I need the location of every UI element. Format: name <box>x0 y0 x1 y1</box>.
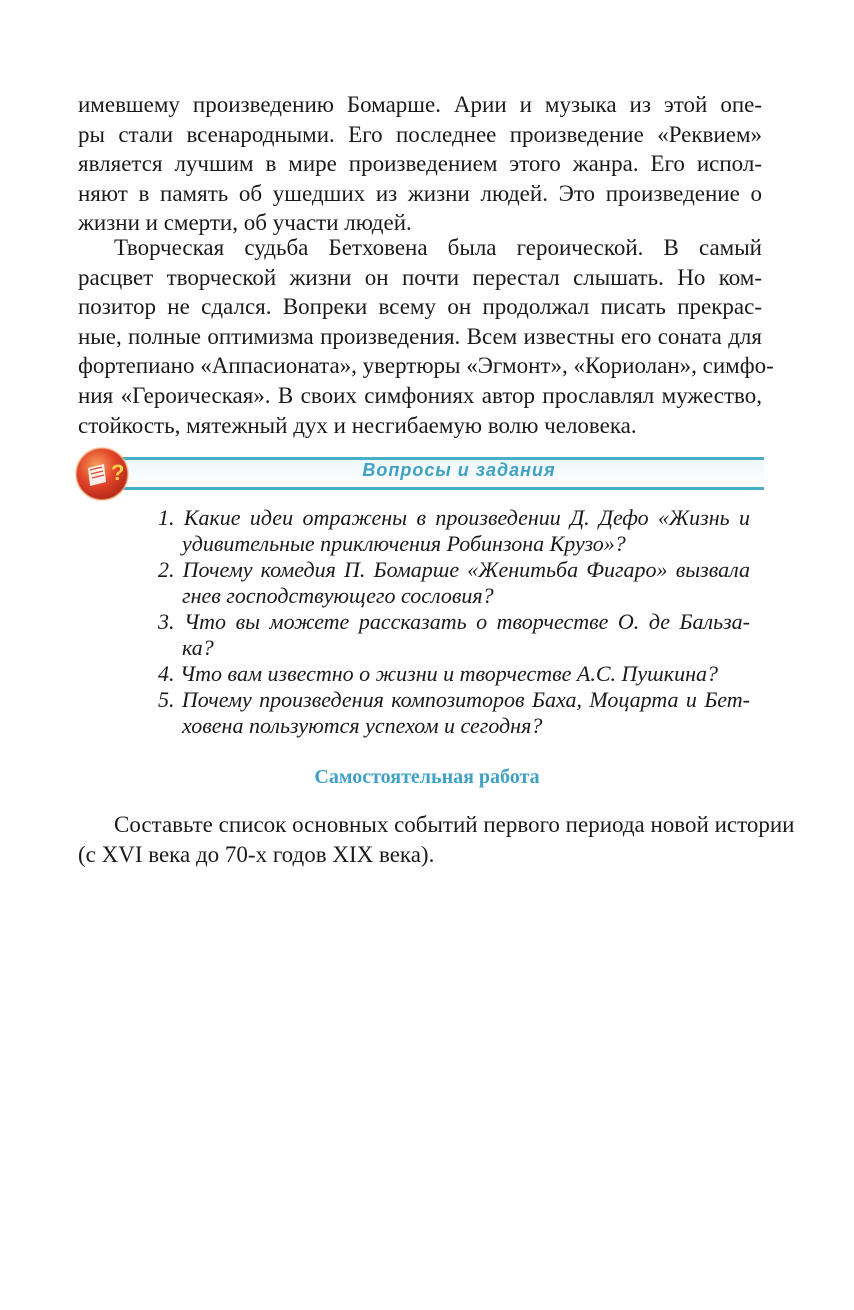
questions-header <box>74 446 764 506</box>
independent-work-text <box>78 810 795 869</box>
question-line: гнев господствующего сословия? <box>182 583 494 608</box>
header-rule-bottom <box>114 487 764 490</box>
text-line: стойкость, мятежный дух и несгибаемую волю человека. <box>78 412 637 438</box>
text-line: расцвет творческой жизни он почти перестал слышать. Но ком- <box>78 264 762 290</box>
question-item <box>158 661 750 687</box>
text-line: позитор не сдался. Вопреки всему он продолжал писать прекрас- <box>78 294 762 320</box>
text-line: является лучшим в мире произведением этого жанра. Его испол- <box>78 151 762 177</box>
text-line: имевшему произведению Бомарше. Арии и музыка из этой опе- <box>78 92 762 117</box>
text-line: ния «Героическая». В своих симфониях автор прославлял мужество, <box>78 382 762 408</box>
text-line: (с XVI века до 70-х годов XIX века). <box>78 841 435 867</box>
text-line: жизни и смерти, об участи людей. <box>78 210 412 236</box>
questions-header-title: Вопросы и задания <box>362 460 556 480</box>
independent-work-title: Самостоятельная работа <box>314 766 540 788</box>
question-line: удивительные приключения Робинзона Крузо»? <box>182 531 626 556</box>
text-line: ные, полные оптимизма произведения. Всем известны его соната для <box>78 323 762 349</box>
text-line: ры стали всенародными. Его последнее произведение «Реквием» <box>78 121 762 147</box>
question-line: ховена пользуются успехом и сегодня? <box>182 713 543 738</box>
question-item <box>158 505 750 557</box>
paragraph-beethoven <box>78 233 774 440</box>
text-line: Творческая судьба Бетховена была героической. В самый <box>114 235 762 260</box>
question-item <box>158 687 750 739</box>
text-line: няют в память об ушедших из жизни людей. Это произведение о <box>78 180 762 206</box>
question-line: 4. Что вам известно о жизни и творчестве А.С. Пушкина? <box>158 661 718 686</box>
questions-list <box>158 505 750 739</box>
question-line: 5. Почему произведения композиторов Баха, Моцарта и Бет- <box>158 687 750 712</box>
svg-text:?: ? <box>111 460 125 485</box>
question-item <box>158 609 750 661</box>
text-line: фортепиано «Аппасионата», увертюры «Эгмонт», «Кориолан», симфо- <box>78 353 774 379</box>
question-line: 2. Почему комедия П. Бомарше «Женитьба Фигаро» вызвала <box>158 557 750 582</box>
question-item <box>158 557 750 609</box>
question-line: 3. Что вы можете рассказать о творчестве О. де Бальза- <box>158 609 750 634</box>
question-line: 1. Какие идеи отражены в произведении Д. Дефо «Жизнь и <box>158 505 750 530</box>
question-line: ка? <box>182 635 214 660</box>
paragraph-mozart <box>78 90 762 238</box>
text-line: Составьте список основных событий первого периода новой истории <box>114 812 795 837</box>
